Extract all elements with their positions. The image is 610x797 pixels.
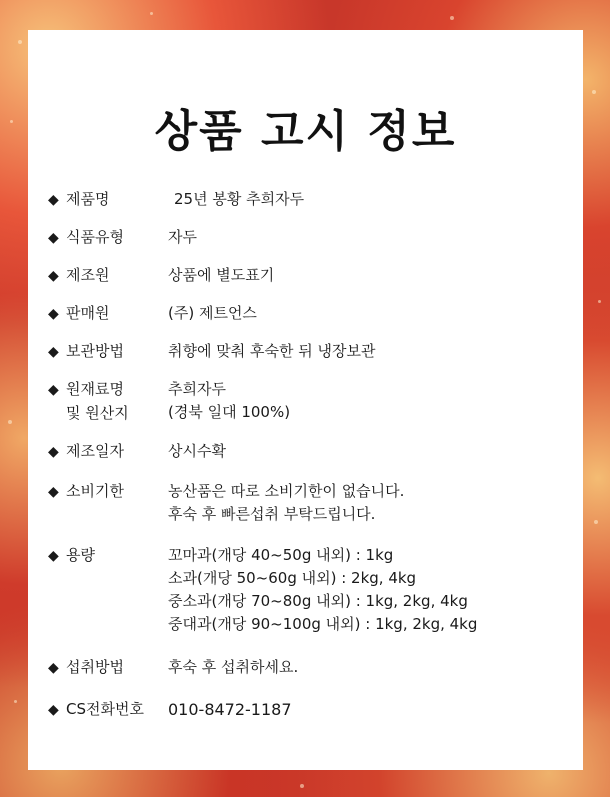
diamond-bullet-icon: ◆ (48, 268, 59, 284)
page-title: 상품 고시 정보 (154, 106, 457, 157)
row-value: 25년 봉황 추희자두 (174, 190, 305, 208)
background-speck (450, 16, 454, 20)
diamond-bullet-icon: ◆ (48, 702, 59, 718)
row-value: 꼬마과(개당 40~50g 내외) : 1kg 소과(개당 50~60g 내외) : 2kg, 4kg 중소과(개당 70~80g 내외) : 1kg, 2kg, 4kg 중대과(개당 90~100g 내외) : 1kg, 2kg, 4kg (168, 546, 478, 633)
row-label: ◆ 제조일자 (48, 440, 178, 464)
row-label: ◆ 섭취방법 (48, 656, 178, 680)
diamond-bullet-icon: ◆ (48, 192, 59, 208)
row-label: ◆ 원재료명 및 원산지 (48, 380, 129, 422)
diamond-bullet-icon: ◆ (48, 344, 59, 360)
background-speck (594, 520, 598, 524)
row-label: ◆ 소비기한 (48, 480, 178, 504)
row-label: ◆ 판매원 (48, 302, 178, 326)
background-speck (14, 700, 17, 703)
diamond-bullet-icon: ◆ (48, 306, 59, 322)
row-label: ◆ 제조원 (48, 264, 178, 288)
row-value: 010-8472-1187 (168, 700, 292, 719)
row-label: ◆ 용량 (48, 544, 178, 568)
background-speck (300, 784, 304, 788)
row-value: 후숙 후 섭취하세요. (168, 658, 299, 676)
background-speck (150, 12, 153, 15)
row-label: ◆ CS전화번호 (48, 698, 178, 722)
background-speck (18, 40, 22, 44)
row-value: 취향에 맞춰 후숙한 뒤 냉장보관 (168, 342, 376, 360)
diamond-bullet-icon: ◆ (48, 484, 59, 500)
row-value: 추희자두 (경북 일대 100%) (168, 380, 291, 421)
row-label: ◆ 보관방법 (48, 340, 178, 364)
row-label: ◆ 제품명 (48, 188, 178, 212)
product-info-panel (28, 30, 583, 770)
background-speck (598, 300, 601, 303)
row-value: (주) 제트언스 (168, 304, 257, 322)
row-value: 자두 (168, 228, 197, 246)
background-speck (10, 120, 13, 123)
row-value: 농산품은 따로 소비기한이 없습니다. 후숙 후 빠른섭취 부탁드립니다. (168, 482, 405, 523)
diamond-bullet-icon: ◆ (48, 382, 59, 398)
diamond-bullet-icon: ◆ (48, 660, 59, 676)
diamond-bullet-icon: ◆ (48, 548, 59, 564)
background-speck (592, 90, 596, 94)
row-label: ◆ 식품유형 (48, 226, 178, 250)
background-speck (8, 420, 12, 424)
diamond-bullet-icon: ◆ (48, 230, 59, 246)
row-value: 상품에 별도표기 (168, 266, 275, 284)
row-value: 상시수확 (168, 442, 226, 460)
diamond-bullet-icon: ◆ (48, 444, 59, 460)
